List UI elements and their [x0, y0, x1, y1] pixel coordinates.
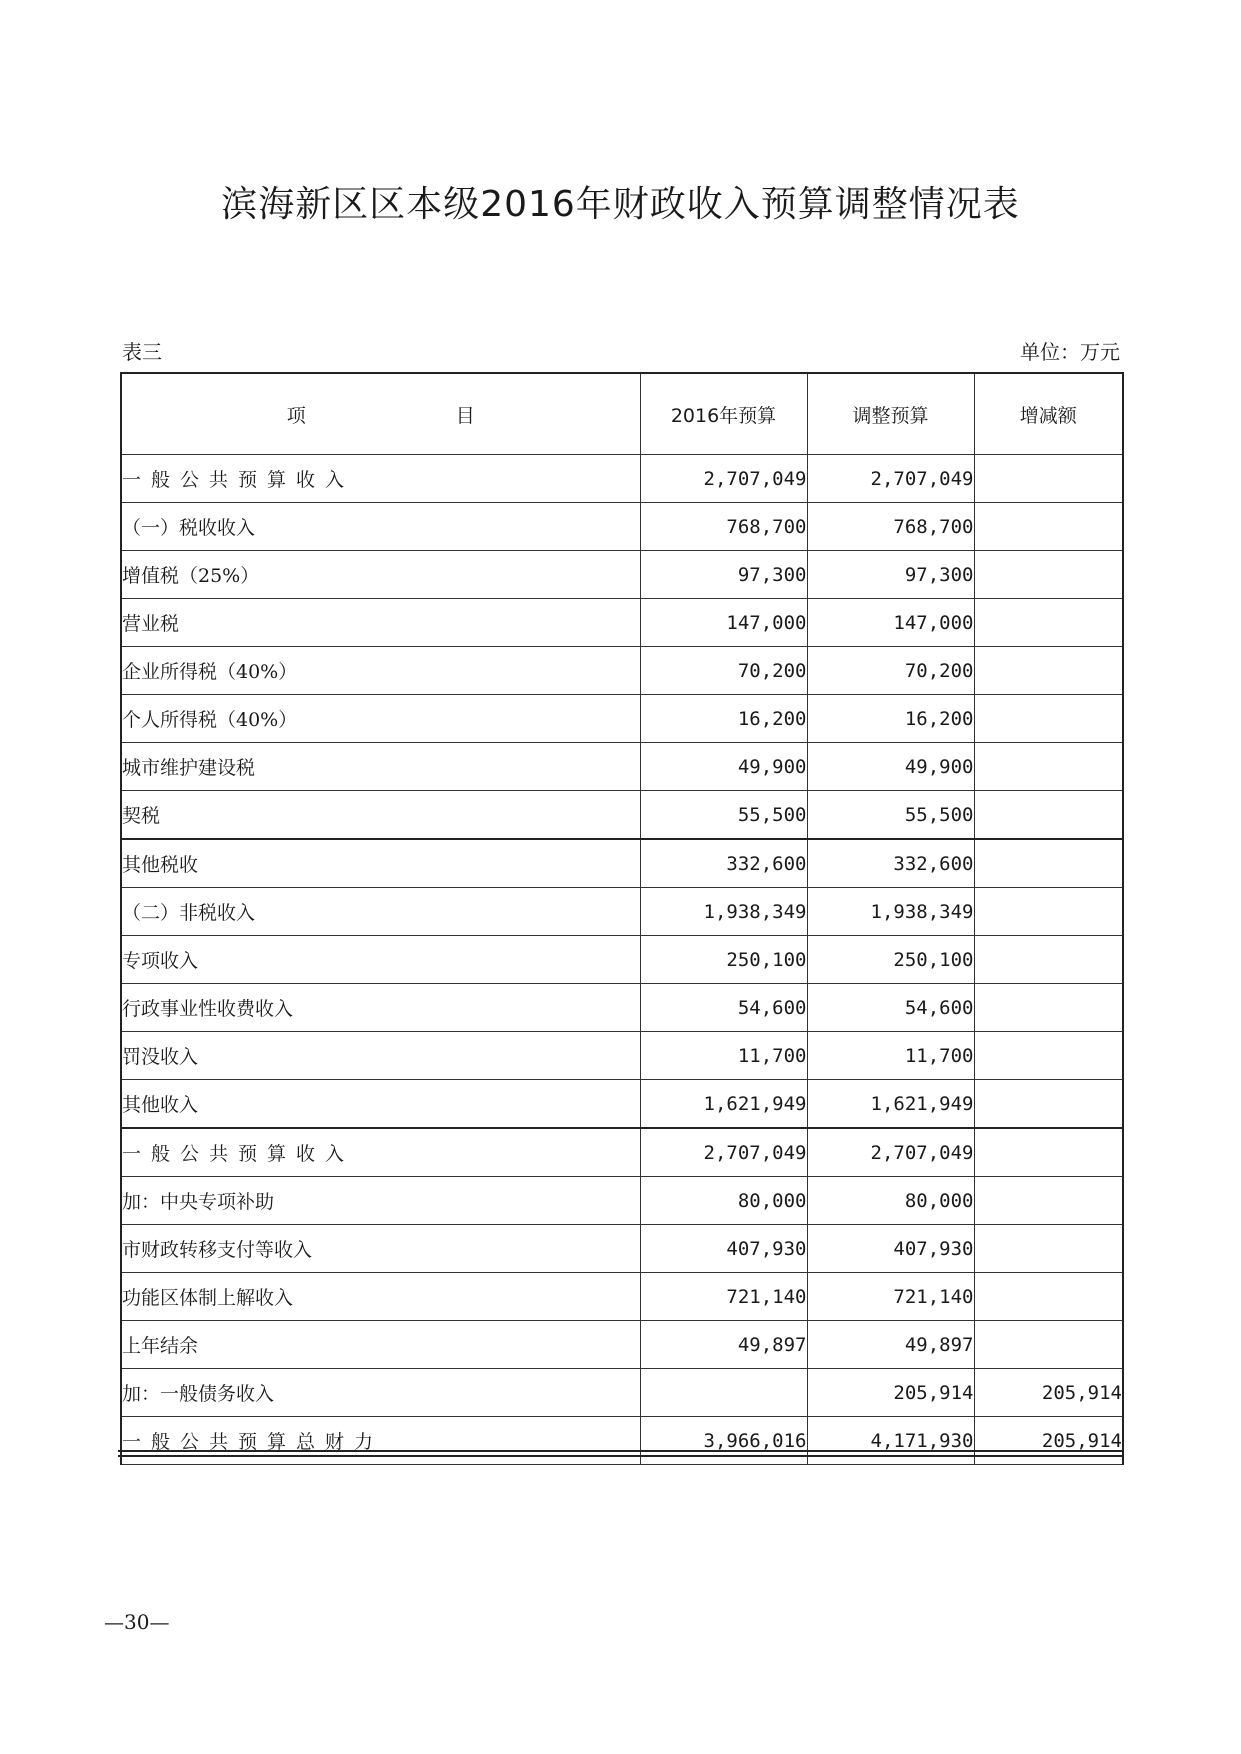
table-row — [121, 1321, 1123, 1369]
row-adjusted: 2,707,049 — [807, 455, 974, 503]
row-adjusted: 147,000 — [807, 599, 974, 647]
row-adjusted: 16,200 — [807, 695, 974, 743]
row-adjusted: 4,171,930 — [807, 1417, 974, 1465]
row-budget: 11,700 — [640, 1032, 807, 1080]
table-row — [121, 647, 1123, 695]
row-budget: 49,897 — [640, 1321, 807, 1369]
row-budget: 49,900 — [640, 743, 807, 791]
table-row — [121, 1225, 1123, 1273]
row-budget: 70,200 — [640, 647, 807, 695]
row-name: 行政事业性收费收入 — [121, 984, 640, 1032]
table-row — [121, 1032, 1123, 1080]
row-change — [974, 1128, 1123, 1177]
row-name: 营业税 — [121, 599, 640, 647]
row-name: 其他税收 — [121, 839, 640, 888]
row-budget: 407,930 — [640, 1225, 807, 1273]
row-name: 增值税（25%） — [121, 551, 640, 599]
row-name: 其他收入 — [121, 1080, 640, 1129]
row-adjusted: 49,897 — [807, 1321, 974, 1369]
row-change — [974, 1080, 1123, 1129]
row-change — [974, 1273, 1123, 1321]
table-row — [121, 1080, 1123, 1129]
table-bottom-rule — [118, 1450, 1124, 1452]
row-change — [974, 1032, 1123, 1080]
table-row — [121, 455, 1123, 503]
row-adjusted: 55,500 — [807, 791, 974, 840]
row-adjusted: 2,707,049 — [807, 1128, 974, 1177]
row-adjusted: 250,100 — [807, 936, 974, 984]
row-adjusted: 768,700 — [807, 503, 974, 551]
row-budget: 16,200 — [640, 695, 807, 743]
row-adjusted: 54,600 — [807, 984, 974, 1032]
table-row — [121, 984, 1123, 1032]
row-change — [974, 1225, 1123, 1273]
row-name: 功能区体制上解收入 — [121, 1273, 640, 1321]
row-adjusted: 205,914 — [807, 1369, 974, 1417]
row-budget — [640, 1369, 807, 1417]
header-item-b: 目 — [455, 404, 475, 427]
table-row — [121, 695, 1123, 743]
row-change — [974, 455, 1123, 503]
page-title: 滨海新区区本级2016年财政收入预算调整情况表 — [221, 184, 1020, 225]
table-row — [121, 1369, 1123, 1417]
row-adjusted: 407,930 — [807, 1225, 974, 1273]
row-change — [974, 888, 1123, 936]
row-change — [974, 503, 1123, 551]
row-budget: 3,966,016 — [640, 1417, 807, 1465]
table-label: 表三 — [122, 340, 162, 364]
table-row — [121, 743, 1123, 791]
header-change: 增减额 — [974, 373, 1123, 455]
row-change: 205,914 — [974, 1417, 1123, 1465]
row-budget: 250,100 — [640, 936, 807, 984]
row-name: 个人所得税（40%） — [121, 695, 640, 743]
row-adjusted: 1,938,349 — [807, 888, 974, 936]
row-adjusted: 11,700 — [807, 1032, 974, 1080]
table-row — [121, 839, 1123, 888]
row-change: 205,914 — [974, 1369, 1123, 1417]
table-row — [121, 936, 1123, 984]
row-change — [974, 647, 1123, 695]
row-name: 城市维护建设税 — [121, 743, 640, 791]
table-bottom-rule-double — [118, 1455, 1124, 1457]
row-name: 加：中央专项补助 — [121, 1177, 640, 1225]
row-name: 一般公共预算总财力 — [121, 1417, 640, 1465]
row-name: 一般公共预算收入 — [121, 1128, 640, 1177]
row-budget: 768,700 — [640, 503, 807, 551]
row-budget: 147,000 — [640, 599, 807, 647]
row-name: 加：一般债务收入 — [121, 1369, 640, 1417]
budget-table — [120, 372, 1124, 1465]
row-name: （二）非税收入 — [121, 888, 640, 936]
row-change — [974, 1177, 1123, 1225]
row-adjusted: 332,600 — [807, 839, 974, 888]
row-name: 企业所得税（40%） — [121, 647, 640, 695]
row-adjusted: 721,140 — [807, 1273, 974, 1321]
table-row — [121, 1128, 1123, 1177]
header-item-a: 项 — [286, 404, 306, 427]
table-row — [121, 503, 1123, 551]
row-adjusted: 97,300 — [807, 551, 974, 599]
unit-label: 单位：万元 — [1020, 340, 1120, 364]
table-row — [121, 1177, 1123, 1225]
row-name: 契税 — [121, 791, 640, 840]
header-budget: 2016年预算 — [640, 373, 807, 455]
row-change — [974, 1321, 1123, 1369]
row-change — [974, 791, 1123, 840]
row-budget: 54,600 — [640, 984, 807, 1032]
table-row — [121, 551, 1123, 599]
row-budget: 1,938,349 — [640, 888, 807, 936]
row-name: 上年结余 — [121, 1321, 640, 1369]
row-adjusted: 70,200 — [807, 647, 974, 695]
header-adjusted: 调整预算 — [807, 373, 974, 455]
row-name: （一）税收收入 — [121, 503, 640, 551]
row-change — [974, 599, 1123, 647]
row-change — [974, 936, 1123, 984]
row-budget: 2,707,049 — [640, 1128, 807, 1177]
table-row — [121, 888, 1123, 936]
row-budget: 2,707,049 — [640, 455, 807, 503]
row-budget: 332,600 — [640, 839, 807, 888]
row-budget: 1,621,949 — [640, 1080, 807, 1129]
table-row — [121, 1273, 1123, 1321]
row-change — [974, 984, 1123, 1032]
table-header-row — [121, 373, 1123, 455]
row-change — [974, 551, 1123, 599]
row-change — [974, 839, 1123, 888]
row-adjusted: 1,621,949 — [807, 1080, 974, 1129]
row-change — [974, 743, 1123, 791]
row-budget: 80,000 — [640, 1177, 807, 1225]
row-name: 市财政转移支付等收入 — [121, 1225, 640, 1273]
row-budget: 55,500 — [640, 791, 807, 840]
table-row — [121, 599, 1123, 647]
table-row — [121, 1417, 1123, 1465]
row-adjusted: 80,000 — [807, 1177, 974, 1225]
table-row — [121, 791, 1123, 840]
row-adjusted: 49,900 — [807, 743, 974, 791]
row-budget: 721,140 — [640, 1273, 807, 1321]
row-change — [974, 695, 1123, 743]
row-name: 罚没收入 — [121, 1032, 640, 1080]
row-name: 专项收入 — [121, 936, 640, 984]
row-budget: 97,300 — [640, 551, 807, 599]
page-number: —30— — [104, 1610, 170, 1634]
row-name: 一般公共预算收入 — [121, 455, 640, 503]
header-item — [121, 373, 640, 455]
